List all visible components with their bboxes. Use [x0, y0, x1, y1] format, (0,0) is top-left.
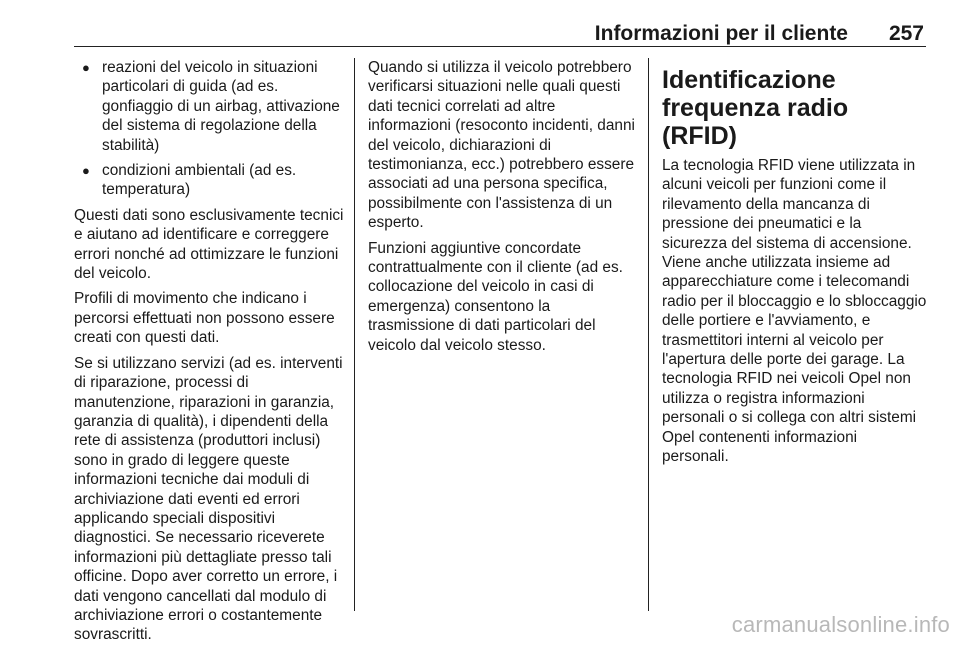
- paragraph: Se si utilizzano servizi (ad es. interventi di riparazione, processi di manutenzione, riparazioni in garanzia, garanzia di qualità), i dipendenti della rete di assistenza (produttori inclusi) sono in grado di leggere queste informazioni tecniche dai moduli di archiviazione dati eventi ed errori applicando speciali dispositivi diagnostici. Se necessario riceverete informazioni più dettagliate presso tali officine. Dopo aver corretto un errore, i dati vengono cancellati dal modulo di archiviazione errori o costantemente sovrascritti.: [74, 354, 343, 644]
- page-header: [74, 0, 926, 47]
- paragraph: Profili di movimento che indicano i percorsi effettuati non possono essere creati con questi dati.: [74, 290, 335, 347]
- section-heading: Identificazione frequenza radio (RFID): [662, 66, 849, 150]
- column-divider: [354, 58, 355, 611]
- column-divider: [648, 58, 649, 611]
- bullet-item: [74, 161, 346, 200]
- bullet-text: condizioni ambientali (ad es. temperatura): [102, 162, 297, 199]
- header-title: Informazioni per il cliente: [594, 22, 848, 45]
- text-column-2: [368, 58, 636, 361]
- paragraph: La tecnologia RFID viene utilizzata in alcuni veicoli per funzioni come il rilevamento della mancanza di pressione dei pneumatici e la sicurezza del sistema di accensione. Viene anche utilizzata insieme ad apparecchiature come i telecomandi radio per il bloccaggio e lo sbloccaggio delle portiere e l'avviamento, e trasmettitori interni al veicolo per l'apertura delle porte dei garage. La tecnologia RFID nei veicoli Opel non utilizza o registra informazioni personali o si collega con altri sistemi Opel contenenti informazioni personali.: [662, 157, 927, 466]
- paragraph: Quando si utilizza il veicolo potrebbero verificarsi situazioni nelle quali questi dati tecnici correlati ad altre informazioni (resoconto incidenti, danni del veicolo, dichiarazioni di testimonianza, ecc.) potrebbero essere associati ad una persona specifica, possibilmente con l'assistenza di un esperto.: [368, 59, 635, 232]
- bullet-icon: ●: [82, 163, 90, 179]
- bullet-text: reazioni del veicolo in situazioni particolari di guida (ad es. gonfiaggio di un airbag, attivazione del sistema di regolazione della stabilità): [102, 59, 340, 154]
- watermark: carmanualsonline.info: [731, 612, 950, 637]
- text-column-1: [74, 58, 346, 651]
- page-number: 257: [888, 22, 924, 45]
- paragraph: Questi dati sono esclusivamente tecnici e aiutano ad identificare e correggere errori nonché ad ottimizzare le funzioni del veicolo.: [74, 206, 344, 283]
- text-column-3: [662, 58, 928, 473]
- bullet-item: [74, 58, 346, 155]
- paragraph: Funzioni aggiuntive concordate contrattualmente con il cliente (ad es. collocazione del veicolo in casi di emergenza) consentono la trasmissione di dati particolari del veicolo dal veicolo stesso.: [368, 239, 623, 354]
- bullet-icon: ●: [82, 60, 90, 75]
